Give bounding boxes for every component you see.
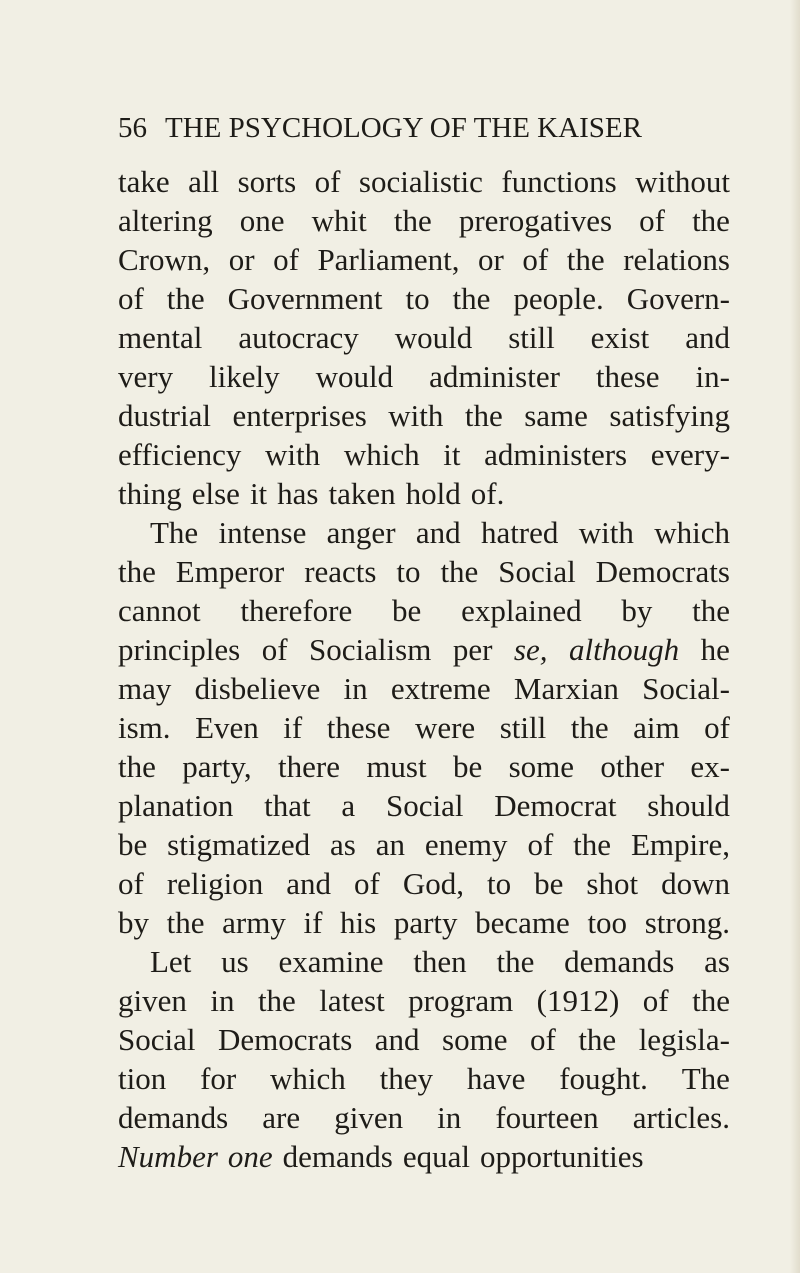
- word: efficiency: [118, 437, 242, 472]
- word: of: [118, 866, 144, 901]
- word: down: [661, 866, 730, 901]
- word: the: [692, 983, 730, 1018]
- text-line: [118, 708, 730, 747]
- word: with: [265, 437, 321, 472]
- word: mental: [118, 320, 203, 355]
- word: very: [118, 359, 174, 394]
- word: became: [475, 905, 570, 940]
- word: would: [315, 359, 394, 394]
- word: still: [508, 320, 555, 355]
- word: cannot: [118, 593, 201, 628]
- word: some: [442, 1022, 508, 1057]
- word: else: [191, 476, 240, 511]
- word: they: [379, 1061, 434, 1096]
- word: Social: [498, 554, 576, 589]
- word: of: [527, 827, 554, 862]
- word: enemy: [424, 827, 508, 862]
- word: by: [621, 593, 653, 628]
- word: tion: [118, 1061, 167, 1096]
- word: the: [166, 281, 205, 316]
- word: demands: [282, 1139, 393, 1174]
- word: explained: [461, 593, 582, 628]
- word: thing: [118, 476, 182, 511]
- word: Even: [195, 710, 259, 745]
- word: that: [264, 788, 311, 823]
- word: which: [654, 515, 730, 550]
- word: with: [388, 398, 444, 433]
- text-line: [118, 630, 730, 669]
- word: the: [692, 203, 730, 238]
- word: too: [587, 905, 628, 940]
- word: Democrats: [218, 1022, 353, 1057]
- word: and: [286, 866, 332, 901]
- word: se,: [513, 632, 548, 667]
- word: every-: [650, 437, 730, 472]
- word: therefore: [240, 593, 353, 628]
- word: are: [262, 1100, 301, 1135]
- word: there: [278, 749, 340, 784]
- word: by: [118, 905, 149, 940]
- running-head: [118, 110, 718, 146]
- text-line: [118, 513, 730, 552]
- word: be: [452, 749, 483, 784]
- word: dustrial: [118, 398, 211, 433]
- word: planation: [118, 788, 234, 823]
- word: without: [635, 164, 730, 199]
- word: the: [440, 554, 479, 589]
- word: take: [118, 164, 170, 199]
- word: he: [700, 632, 730, 667]
- text-line: [118, 747, 730, 786]
- word: army: [222, 905, 286, 940]
- word: hatred: [480, 515, 559, 550]
- word: demands: [118, 1100, 229, 1135]
- text-line: [118, 396, 730, 435]
- text-line: [118, 1098, 730, 1137]
- word: in-: [695, 359, 730, 394]
- word: opportunities: [480, 1139, 644, 1174]
- word: given: [118, 983, 187, 1018]
- text-line: [118, 435, 730, 474]
- word: demands: [564, 944, 675, 979]
- word: as: [329, 827, 356, 862]
- word: be: [118, 827, 148, 862]
- text-line: [118, 669, 730, 708]
- word: of: [354, 866, 380, 901]
- word: then: [413, 944, 467, 979]
- word: have: [466, 1061, 526, 1096]
- word: some: [508, 749, 574, 784]
- word: articles.: [632, 1100, 730, 1135]
- text-line: [118, 1020, 730, 1059]
- word: The: [681, 1061, 730, 1096]
- word: his: [340, 905, 377, 940]
- word: still: [499, 710, 547, 745]
- word: one: [239, 203, 285, 238]
- word: examine: [278, 944, 384, 979]
- word: prerogatives: [458, 203, 613, 238]
- word: which: [343, 437, 420, 472]
- word: the: [118, 554, 156, 589]
- word: the: [570, 710, 609, 745]
- word: given: [334, 1100, 404, 1135]
- word: The: [150, 515, 199, 550]
- text-line: [118, 786, 730, 825]
- word: party: [393, 905, 458, 940]
- word: one: [227, 1139, 273, 1174]
- text-line: [118, 279, 730, 318]
- word: program: [408, 983, 514, 1018]
- word: principles: [118, 632, 241, 667]
- word: party,: [182, 749, 252, 784]
- word: Govern-: [626, 281, 730, 316]
- word: Emperor: [175, 554, 285, 589]
- word: per: [452, 632, 493, 667]
- word: the: [393, 203, 432, 238]
- word: to: [486, 866, 512, 901]
- word: must: [366, 749, 427, 784]
- word: exist: [590, 320, 650, 355]
- text-line: [118, 552, 730, 591]
- word: administers: [484, 437, 628, 472]
- word: to: [396, 554, 421, 589]
- word: with: [578, 515, 634, 550]
- word: Government: [227, 281, 383, 316]
- word: Crown,: [118, 242, 211, 277]
- word: (1912): [536, 983, 620, 1018]
- word: God,: [402, 866, 464, 901]
- word: autocracy: [238, 320, 359, 355]
- word: of: [642, 983, 669, 1018]
- text-line: [118, 591, 730, 630]
- text-line: [118, 825, 730, 864]
- text-line: [118, 357, 730, 396]
- word: Democrat: [494, 788, 617, 823]
- word: Social: [385, 788, 464, 823]
- word: of: [639, 203, 665, 238]
- text-line: [118, 1137, 730, 1176]
- text-line: [118, 318, 730, 357]
- word: Number: [118, 1139, 218, 1174]
- word: the: [578, 1022, 617, 1057]
- word: of: [314, 164, 341, 199]
- word: anger: [326, 515, 396, 550]
- word: socialistic: [358, 164, 483, 199]
- word: extreme: [390, 671, 491, 706]
- word: in: [437, 1100, 462, 1135]
- text-line: [118, 942, 730, 981]
- word: the: [496, 944, 535, 979]
- word: likely: [209, 359, 280, 394]
- word: religion: [166, 866, 264, 901]
- word: Parliament,: [317, 242, 460, 277]
- word: for: [200, 1061, 237, 1096]
- word: taken: [328, 476, 396, 511]
- word: stigmatized: [167, 827, 311, 862]
- word: ex-: [690, 749, 730, 784]
- word: Marxian: [513, 671, 619, 706]
- word: if: [303, 905, 323, 940]
- text-line: [118, 240, 730, 279]
- word: reacts: [304, 554, 377, 589]
- word: relations: [623, 242, 730, 277]
- body-text: [118, 162, 730, 1176]
- word: the: [692, 593, 730, 628]
- word: of.: [470, 476, 505, 511]
- word: it: [443, 437, 461, 472]
- word: or: [478, 242, 504, 277]
- word: Let: [150, 944, 192, 979]
- word: it: [249, 476, 268, 511]
- word: of: [704, 710, 730, 745]
- word: if: [283, 710, 303, 745]
- word: Empire,: [630, 827, 730, 862]
- text-line: [118, 162, 730, 201]
- word: satisfying: [609, 398, 730, 433]
- word: intense: [218, 515, 307, 550]
- word: these: [595, 359, 660, 394]
- page-number: 56: [118, 112, 147, 144]
- word: were: [414, 710, 476, 745]
- word: enterprises: [232, 398, 367, 433]
- text-line: [118, 903, 730, 942]
- word: Democrats: [595, 554, 730, 589]
- word: to: [405, 281, 430, 316]
- word: may: [118, 671, 172, 706]
- text-line: [118, 864, 730, 903]
- word: a: [341, 788, 356, 823]
- word: and: [685, 320, 730, 355]
- word: Social-: [642, 671, 730, 706]
- word: same: [524, 398, 588, 433]
- word: would: [394, 320, 473, 355]
- word: should: [647, 788, 730, 823]
- word: all: [188, 164, 220, 199]
- word: of: [261, 632, 288, 667]
- text-line: [118, 981, 730, 1020]
- word: in: [343, 671, 368, 706]
- word: be: [392, 593, 422, 628]
- word: us: [221, 944, 249, 979]
- word: these: [326, 710, 391, 745]
- word: be: [534, 866, 564, 901]
- word: sorts: [237, 164, 297, 199]
- word: an: [375, 827, 405, 862]
- word: the: [573, 827, 612, 862]
- word: fourteen: [495, 1100, 599, 1135]
- word: and: [415, 515, 461, 550]
- word: ism.: [118, 710, 171, 745]
- word: although: [568, 632, 680, 667]
- word: equal: [402, 1139, 470, 1174]
- text-line: [118, 201, 730, 240]
- word: strong.: [644, 905, 730, 940]
- word: has: [277, 476, 319, 511]
- word: the: [118, 749, 156, 784]
- word: the: [452, 281, 491, 316]
- word: of: [273, 242, 299, 277]
- word: shot: [586, 866, 639, 901]
- word: the: [464, 398, 503, 433]
- word: functions: [501, 164, 617, 199]
- word: the: [566, 242, 605, 277]
- word: of: [529, 1022, 556, 1057]
- text-line: [118, 1059, 730, 1098]
- word: legisla-: [638, 1022, 730, 1057]
- word: fought.: [559, 1061, 648, 1096]
- word: whit: [311, 203, 367, 238]
- word: administer: [429, 359, 560, 394]
- word: and: [374, 1022, 420, 1057]
- word: the: [166, 905, 205, 940]
- text-line: [118, 474, 730, 513]
- word: other: [600, 749, 665, 784]
- word: the: [257, 983, 296, 1018]
- page-edge-shadow: [790, 0, 800, 1273]
- word: as: [704, 944, 730, 979]
- running-title: THE PSYCHOLOGY OF THE KAISER: [165, 112, 642, 144]
- word: of: [118, 281, 144, 316]
- word: latest: [319, 983, 385, 1018]
- word: or: [228, 242, 255, 277]
- word: altering: [118, 203, 213, 238]
- word: of: [522, 242, 549, 277]
- word: people.: [513, 281, 604, 316]
- word: in: [210, 983, 235, 1018]
- word: aim: [633, 710, 680, 745]
- word: hold: [405, 476, 461, 511]
- word: Socialism: [309, 632, 432, 667]
- word: disbelieve: [194, 671, 321, 706]
- word: Social: [118, 1022, 196, 1057]
- word: which: [270, 1061, 346, 1096]
